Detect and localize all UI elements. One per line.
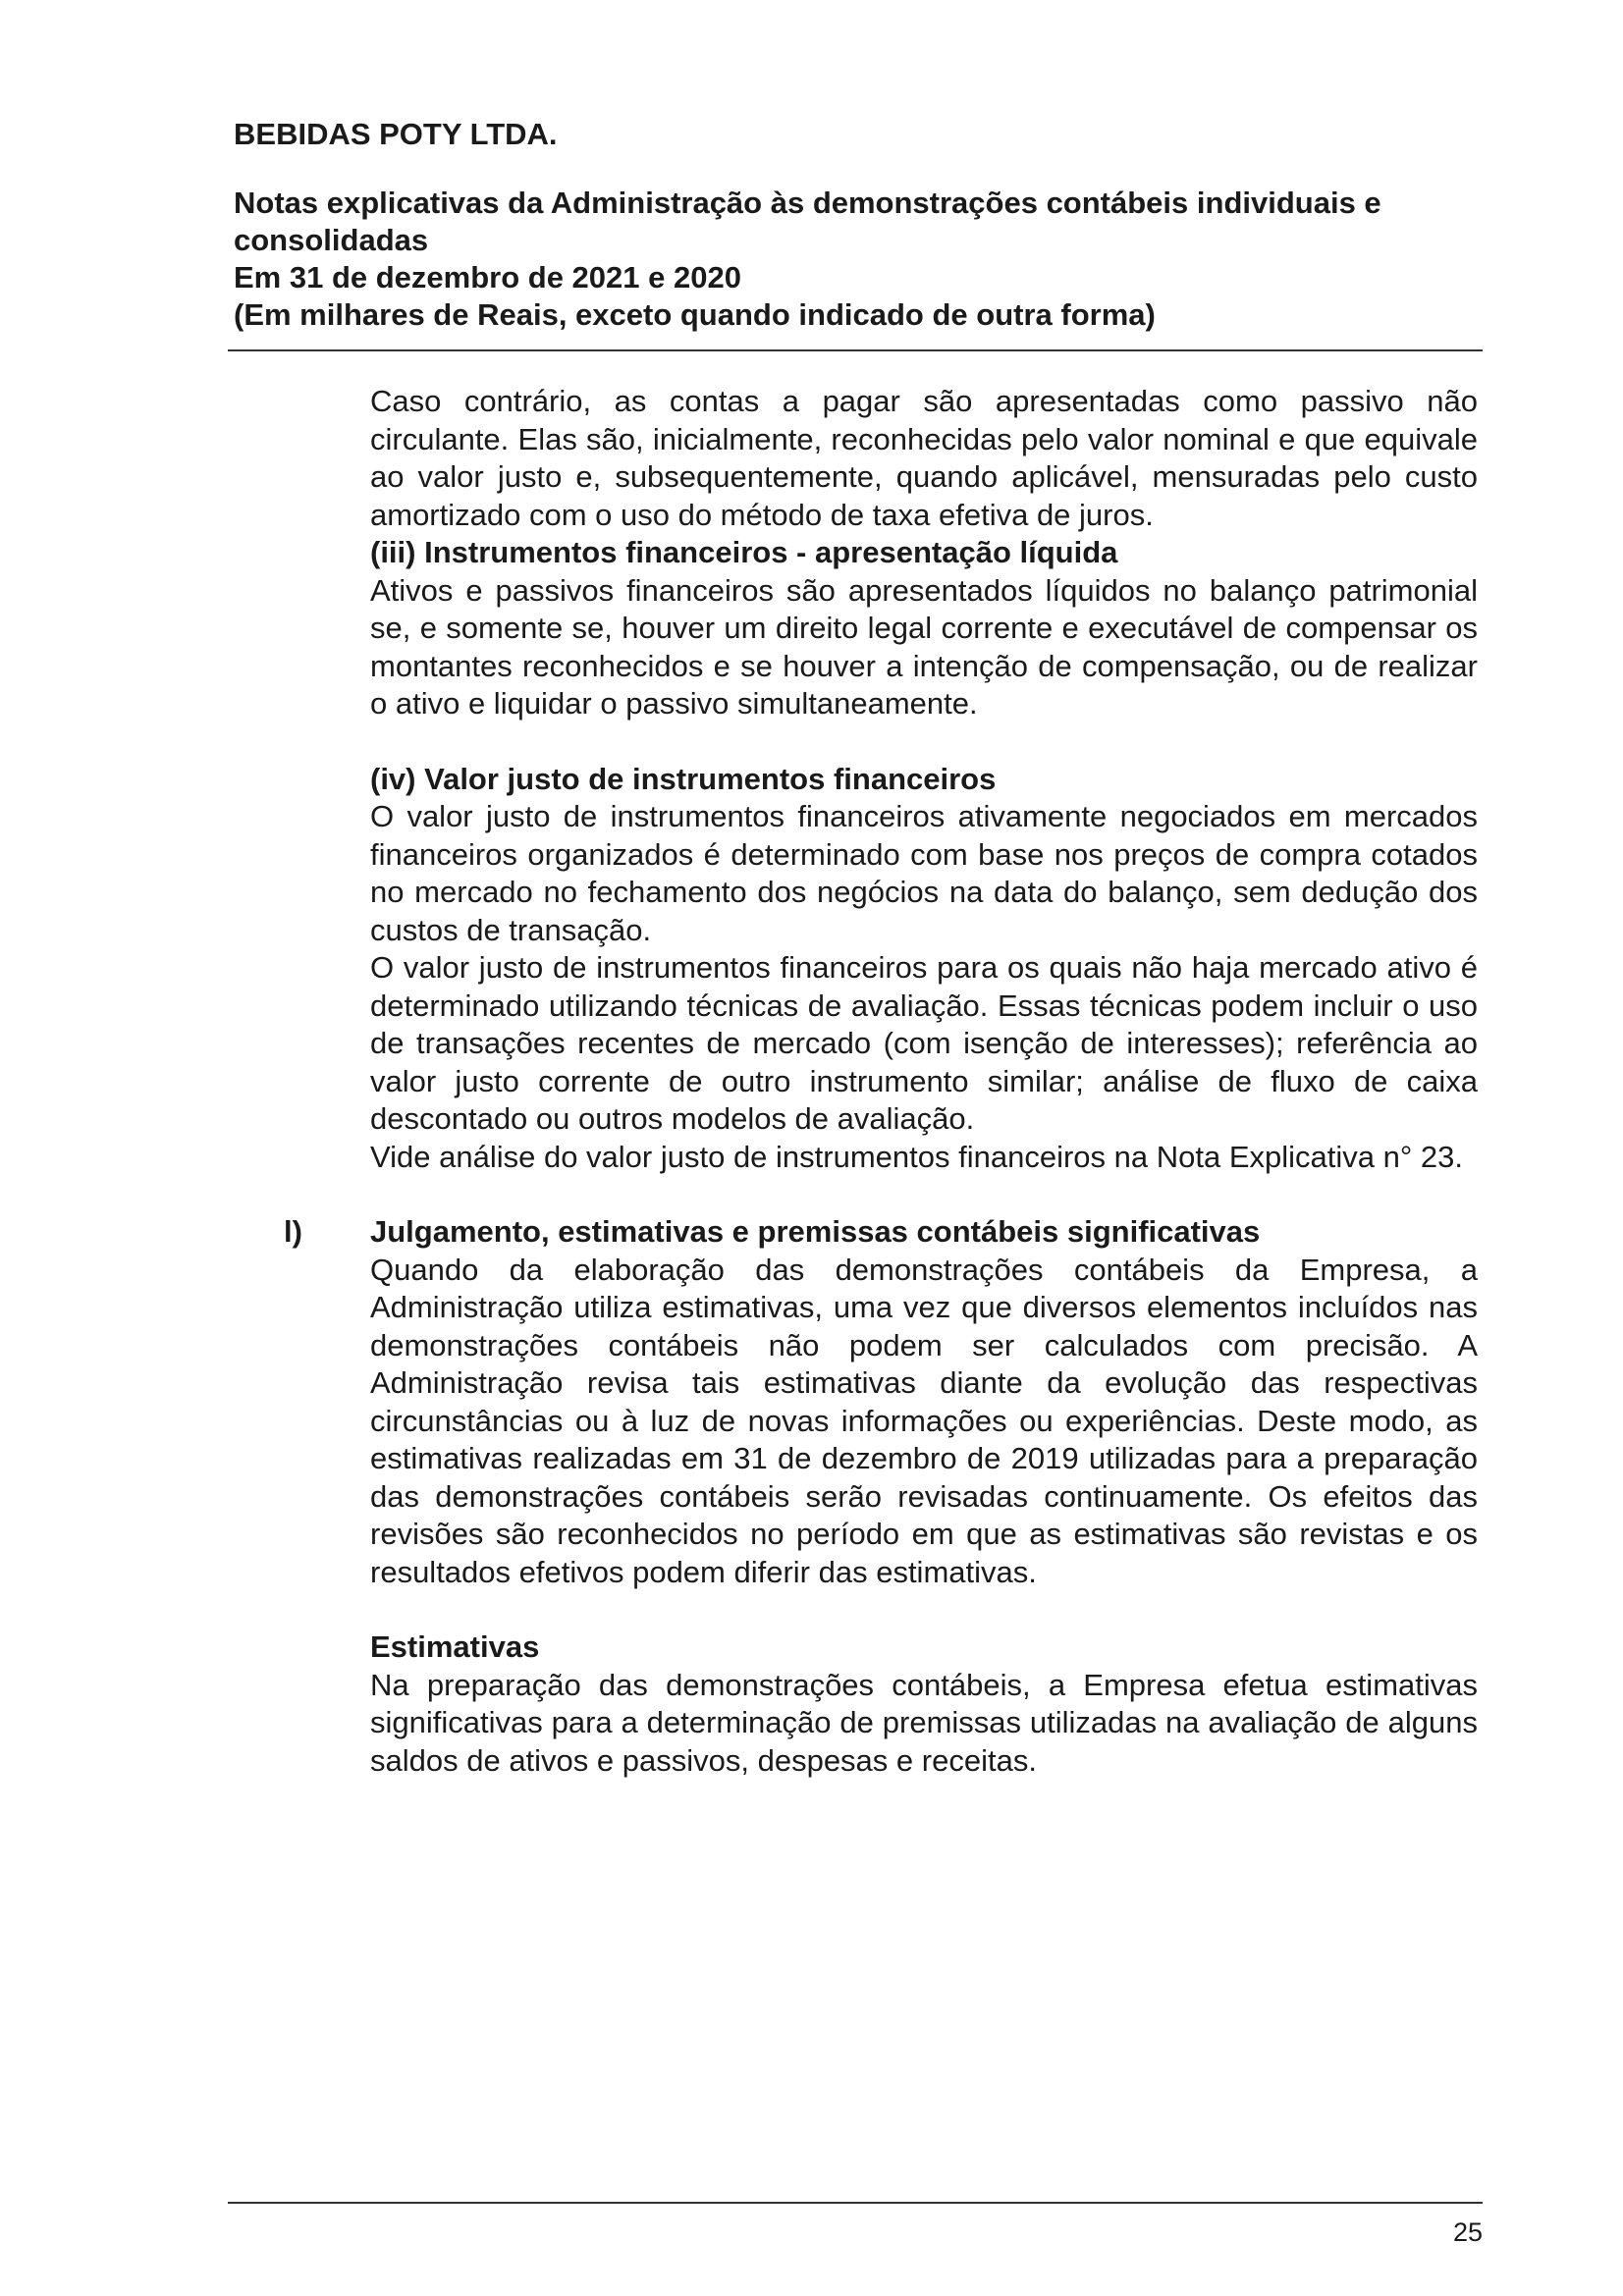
- paragraph-estimates: Na preparação das demonstrações contábeis, a Empresa efetua estimativas significativas para a determinação de premissas utilizadas na avaliação de alguns saldos de ativos e passivos, despesas e receitas.: [370, 1667, 1478, 1778]
- page-content: [284, 383, 1478, 1780]
- paragraph-fair-value-active: O valor justo de instrumentos financeiros ativamente negociados em mercados financeiros organizados é determinado com base nos preços de compra cotados no mercado no fechamento dos negócios na data do balanço, sem dedução dos custos de transação.: [370, 799, 1478, 947]
- section-marker: l): [284, 1214, 302, 1249]
- document-title-line-2: consolidadas: [234, 223, 429, 257]
- document-title-line-1: Notas explicativas da Administração às demonstrações contábeis individuais e: [234, 186, 1381, 220]
- paragraph-accounts-payable: Caso contrário, as contas a pagar são apresentadas como passivo não circulante. Elas são, inicialmente, reconhecidas pelo valor nominal e que equivale ao valor justo e, subsequentemente, quando aplicável, mensuradas pelo custo amortizado com o uso do método de taxa efetiva de juros.: [370, 384, 1478, 532]
- paragraph-judgments: Quando da elaboração das demonstrações contábeis da Empresa, a Administração utiliza estimativas, uma vez que diversos elementos incluídos nas demonstrações contábeis não podem ser calculados com precisão. A Administração revisa tais estimativas diante da evolução das respectivas circunstâncias ou à luz de novas informações ou experiências. Deste modo, as estimativas realizadas em 31 de dezembro de 2019 utilizadas para a preparação das demonstrações contábeis serão revisadas continuamente. Os efeitos das revisões são reconhecidos no período em que as estimativas são revistas e os resultados efetivos podem diferir das estimativas.: [370, 1252, 1478, 1589]
- heading-judgments: Julgamento, estimativas e premissas contábeis significativas: [370, 1214, 1261, 1249]
- page-header: [234, 116, 1481, 334]
- paragraph-net-presentation: Ativos e passivos financeiros são apresentados líquidos no balanço patrimonial se, e somente se, houver um direito legal corrente e executável de compensar os montantes reconhecidos e se houver a intenção de compensação, ou de realizar o ativo e liquidar o passivo simultaneamente.: [370, 572, 1478, 721]
- footer-divider: [228, 2202, 1483, 2204]
- page-number: 25: [1452, 2217, 1483, 2247]
- heading-estimates: Estimativas: [370, 1629, 540, 1664]
- header-divider: [228, 349, 1483, 351]
- heading-fair-value: (iv) Valor justo de instrumentos financeiros: [370, 761, 997, 796]
- document-units: (Em milhares de Reais, exceto quando indicado de outra forma): [234, 297, 1156, 332]
- section-judgments: [284, 1213, 1478, 1252]
- company-name: BEBIDAS POTY LTDA.: [234, 117, 558, 151]
- heading-net-presentation: (iii) Instrumentos financeiros - apresentação líquida: [370, 535, 1118, 569]
- document-date: Em 31 de dezembro de 2021 e 2020: [234, 260, 741, 294]
- paragraph-fair-value-inactive: O valor justo de instrumentos financeiros para os quais não haja mercado ativo é determinado utilizando técnicas de avaliação. Essas técnicas podem incluir o uso de transações recentes de mercado (com isenção de interesses); referência ao valor justo corrente de outro instrumento similar; análise de fluxo de caixa descontado ou outros modelos de avaliação.: [370, 950, 1478, 1136]
- paragraph-fair-value-reference: Vide análise do valor justo de instrumentos financeiros na Nota Explicativa n° 23.: [370, 1139, 1463, 1174]
